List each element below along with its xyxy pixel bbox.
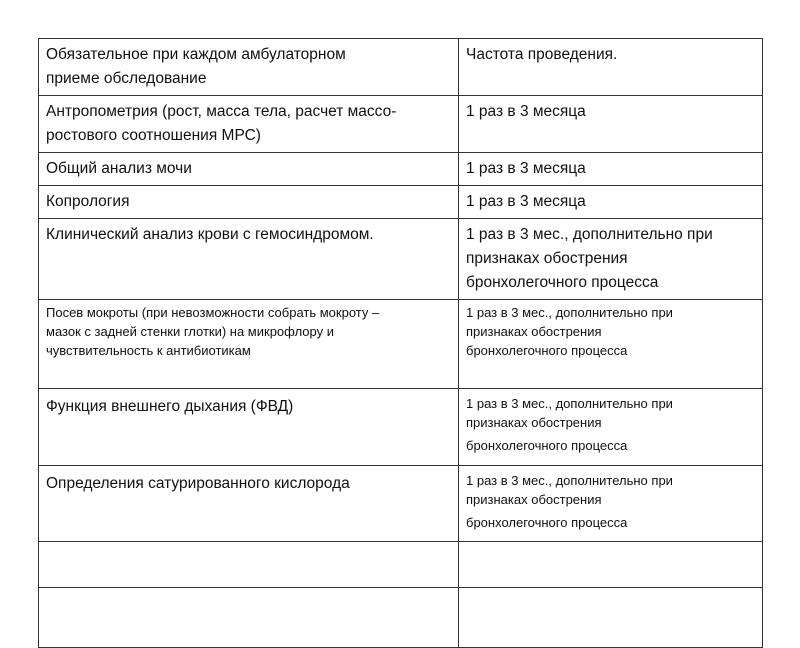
examination-cell (39, 219, 459, 300)
frequency-text: 1 раз в 3 месяца (466, 160, 586, 177)
frequency-text: 1 раз в 3 мес., дополнительно при (466, 473, 673, 488)
empty-table-row (39, 542, 763, 588)
examination-text: Функция внешнего дыхания (ФВД) (46, 398, 294, 415)
examination-text: Общий анализ мочи (46, 160, 192, 177)
frequency-cell (459, 300, 763, 389)
examination-text: Копрология (46, 193, 130, 210)
header-cell-frequency (459, 39, 763, 96)
table-row (39, 389, 763, 466)
examination-cell (39, 466, 459, 542)
frequency-text: 1 раз в 3 месяца (466, 193, 586, 210)
header-examination-line: Обязательное при каждом амбулаторном (46, 46, 346, 63)
frequency-text: признаках обострения (466, 250, 628, 267)
examination-table (38, 38, 763, 648)
examination-text: чувствительность к антибиотикам (46, 343, 251, 358)
frequency-text: бронхолегочного процесса (466, 438, 628, 453)
examination-text: ростового соотношения МРС) (46, 127, 261, 144)
frequency-text: бронхолегочного процесса (466, 274, 659, 291)
frequency-cell (459, 466, 763, 542)
header-examination-line: приеме обследование (46, 70, 207, 87)
frequency-cell (459, 219, 763, 300)
empty-cell (459, 542, 763, 588)
examination-text: Клинический анализ крови с гемосиндромом. (46, 226, 374, 243)
examination-cell (39, 186, 459, 219)
table-row (39, 96, 763, 153)
frequency-text: признаках обострения (466, 415, 602, 430)
header-frequency-text: Частота проведения. (466, 46, 618, 63)
frequency-text: 1 раз в 3 мес., дополнительно при (466, 305, 673, 320)
empty-cell (39, 588, 459, 648)
examination-text: Определения сатурированного кислорода (46, 475, 350, 492)
frequency-cell (459, 389, 763, 466)
frequency-text: бронхолегочного процесса (466, 343, 628, 358)
examination-cell (39, 153, 459, 186)
table-row (39, 153, 763, 186)
frequency-text: признаках обострения (466, 492, 602, 507)
frequency-cell (459, 186, 763, 219)
empty-cell (39, 542, 459, 588)
header-cell-examination (39, 39, 459, 96)
frequency-cell (459, 153, 763, 186)
frequency-text: признаках обострения (466, 324, 602, 339)
frequency-text: 1 раз в 3 месяца (466, 103, 586, 120)
frequency-cell (459, 96, 763, 153)
table-row (39, 300, 763, 389)
table-row (39, 186, 763, 219)
examination-text: мазок с задней стенки глотки) на микрофлору и (46, 324, 334, 339)
examination-cell (39, 96, 459, 153)
empty-table-row (39, 588, 763, 648)
table-row (39, 219, 763, 300)
examination-cell (39, 389, 459, 466)
frequency-text: бронхолегочного процесса (466, 515, 628, 530)
table-header-row (39, 39, 763, 96)
frequency-text: 1 раз в 3 мес., дополнительно при (466, 396, 673, 411)
examination-text: Посев мокроты (при невозможности собрать мокроту – (46, 305, 380, 320)
empty-cell (459, 588, 763, 648)
examination-text: Антропометрия (рост, масса тела, расчет массо- (46, 103, 397, 120)
frequency-text: 1 раз в 3 мес., дополнительно при (466, 226, 713, 243)
table-row (39, 466, 763, 542)
examination-cell (39, 300, 459, 389)
